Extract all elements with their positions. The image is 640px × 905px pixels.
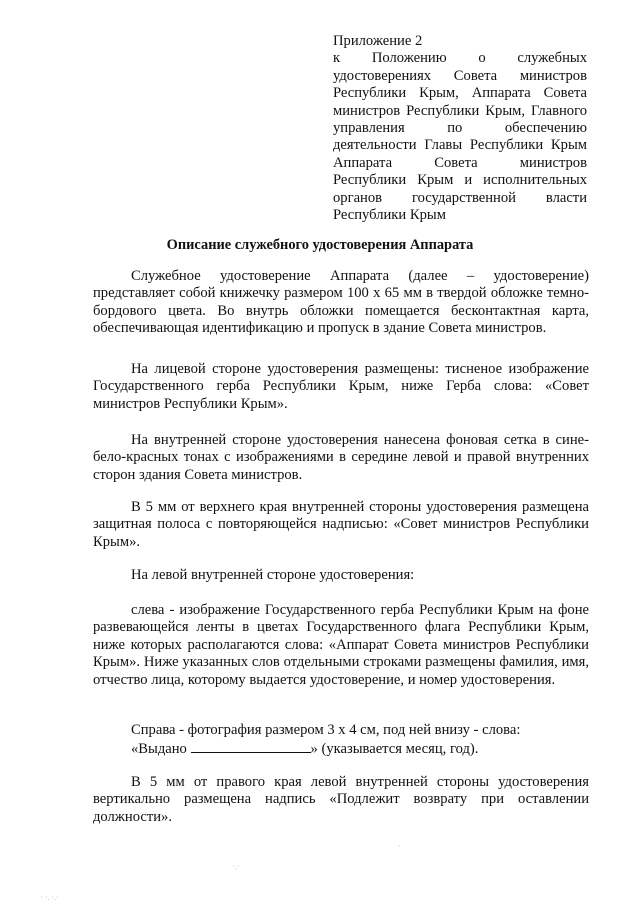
paragraph-security-strip: В 5 мм от верхнего края внутренней стороны удостоверения размещена защитная полоса с повторяющейся надписью: «Совет министров Республики Крым». bbox=[93, 499, 589, 550]
issued-prefix: «Выдано bbox=[131, 741, 187, 758]
paragraph-front-side: На лицевой стороне удостоверения размещены: тисненое изображение Государственного герба Республики Крым, ниже Герба слова: «Совет министров Республики Крым». bbox=[93, 361, 589, 412]
appendix-line: Республики Крым и исполнительных bbox=[333, 172, 587, 189]
scan-speck: · ·. ·.· bbox=[40, 893, 59, 902]
appendix-line: Приложение 2 bbox=[333, 33, 423, 49]
paragraph-inner-side: На внутренней стороне удостоверения нанесена фоновая сетка в сине-бело-красных тонах с изображениями в середине левой и правой внутренних сторон здания Совета министров. bbox=[93, 432, 589, 483]
document-title: Описание служебного удостоверения Аппарата bbox=[166, 237, 474, 253]
appendix-line: министров Республики Крым, Главного bbox=[333, 102, 587, 119]
appendix-line: органов государственной власти bbox=[333, 189, 587, 206]
appendix-line: управления по обеспечению bbox=[333, 120, 587, 137]
appendix-line: к Положению о служебных bbox=[333, 50, 587, 67]
scan-speck: ·.· bbox=[232, 862, 240, 871]
appendix-line: Республики Крым bbox=[333, 207, 446, 224]
issued-blank-line bbox=[191, 739, 311, 753]
paragraph-left-inner-content: слева - изображение Государственного герба Республики Крым на фоне развевающейся ленты в цветах Государственного флага Республики Крым, ниже которых располагаются слова: «Аппарат Совета министров Республики Крым». Ниже указанных слов отдельными строками размещены фамилия, имя, отчество лица, которому выдается удостоверение, и номер удостоверения. bbox=[93, 602, 589, 688]
scan-speck: · bbox=[398, 842, 401, 851]
photo-line: Справа - фотография размером 3 х 4 см, под ней внизу - слова: bbox=[131, 722, 521, 738]
paragraph-return-notice: В 5 мм от правого края левой внутренней стороны удостоверения вертикально размещена надпись «Подлежит возврату при оставлении должности». bbox=[93, 774, 589, 825]
paragraph-left-inner-heading: На левой внутренней стороне удостоверения: bbox=[131, 567, 415, 583]
appendix-line: деятельности Главы Республики Крым bbox=[333, 137, 587, 154]
appendix-line: Республики Крым, Аппарата Совета bbox=[333, 85, 587, 102]
issued-line bbox=[93, 739, 589, 758]
appendix-header bbox=[333, 33, 587, 224]
paragraph-description: Служебное удостоверение Аппарата (далее – удостоверение) представляет собой книжечку размером 100 х 65 мм в твердой обложке темно-бордового цвета. Во внутрь обложки помещается бесконтактная карта, обеспечивающая идентификацию и пропуск в здание Совета министров. bbox=[93, 268, 589, 337]
issued-suffix: » (указывается месяц, год). bbox=[310, 741, 479, 758]
appendix-line: удостоверениях Совета министров bbox=[333, 67, 587, 84]
appendix-line: Аппарата Совета министров bbox=[333, 154, 587, 171]
paragraph-photo bbox=[93, 722, 589, 759]
